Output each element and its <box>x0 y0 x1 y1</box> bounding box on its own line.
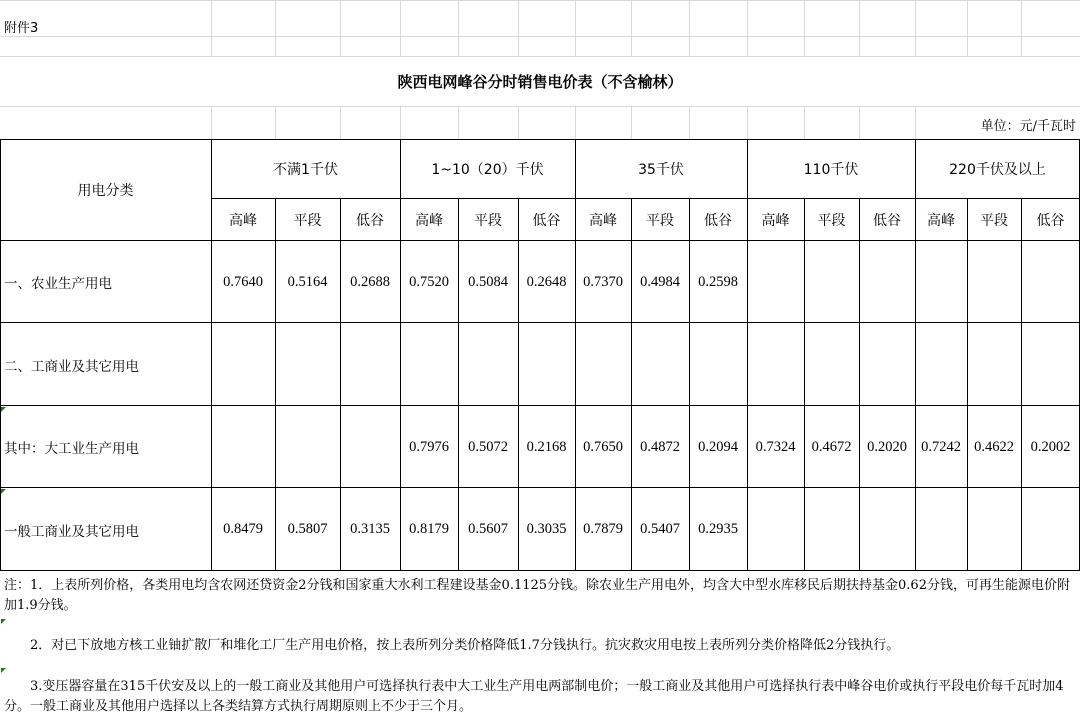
period-header: 平段 <box>980 213 1008 229</box>
price-cell <box>631 323 689 406</box>
price-cell: 0.5072 <box>468 438 508 455</box>
price-cell: 0.7879 <box>583 521 623 537</box>
price-cell: 0.7640 <box>223 273 263 290</box>
price-cell: 0.7370 <box>583 273 623 290</box>
period-header: 平段 <box>293 213 322 229</box>
period-header: 高峰 <box>229 213 257 229</box>
price-cell <box>915 323 967 406</box>
price-cell: 0.2094 <box>698 438 738 455</box>
row-label-large-industry: 其中：大工业生产用电 <box>4 441 139 457</box>
period-header: 平段 <box>817 213 846 229</box>
category-header: 用电分类 <box>77 183 134 199</box>
period-header: 高峰 <box>415 213 443 229</box>
price-cell <box>804 241 859 323</box>
page-title: 陕西电网峰谷分时销售电价表（不含榆林） <box>397 73 683 91</box>
price-cell <box>747 488 804 571</box>
price-cell: 0.5807 <box>287 521 328 537</box>
price-cell <box>859 241 915 323</box>
attachment-label: 附件3 <box>4 21 39 36</box>
voltage-header-lt1kv: 不满1千伏 <box>273 162 338 178</box>
price-cell: 0.4984 <box>640 273 680 290</box>
period-header: 低谷 <box>704 213 732 229</box>
price-cell <box>859 488 915 571</box>
row-label-general-commerce: 一般工商业及其它用电 <box>4 523 139 540</box>
unit-label: 单位：元/千瓦时 <box>980 119 1076 134</box>
price-cell: 0.2002 <box>1030 438 1071 455</box>
period-header: 低谷 <box>1036 213 1065 229</box>
price-cell: 0.5164 <box>287 273 328 290</box>
price-cell: 0.3135 <box>350 521 390 537</box>
period-header: 低谷 <box>356 213 384 229</box>
price-cell <box>804 323 859 406</box>
period-header: 高峰 <box>927 213 955 229</box>
price-cell <box>1021 241 1080 323</box>
price-cell <box>340 406 400 488</box>
voltage-header-220kv: 220千伏及以上 <box>949 162 1046 178</box>
price-cell <box>1021 323 1080 406</box>
price-cell: 0.5607 <box>468 521 508 537</box>
price-cell <box>747 241 804 323</box>
voltage-header-35kv: 35千伏 <box>638 162 684 178</box>
comment-marker <box>1 619 6 624</box>
note-3: 3.变压器容量在315千伏安及以上的一般工商业及其他用户可选择执行表中大工业生产用电两部制电价；一般工商业及其他用户可选择执行表中峰谷电价或执行平段电价每千瓦时加4分。一般工商业及其他用户选择以上各类结算方式执行周期原则上不少于三个月。 <box>4 679 1064 714</box>
note-2: 2．对已下放地方核工业铀扩散厂和堆化工厂生产用电价格，按上表所列分类价格降低1.7分钱执行。抗灾救灾用电按上表所列分类价格降低2分钱执行。 <box>4 638 900 653</box>
price-cell: 0.5407 <box>640 521 680 537</box>
row-label-industry-commerce: 二、工商业及其它用电 <box>4 358 139 375</box>
price-cell <box>967 241 1021 323</box>
period-header: 平段 <box>646 213 674 229</box>
price-cell: 0.2688 <box>350 273 390 290</box>
price-cell <box>211 323 275 406</box>
row-label-agriculture: 一、农业生产用电 <box>4 276 112 292</box>
price-cell <box>1021 488 1080 571</box>
voltage-header-1-10kv: 1~10（20）千伏 <box>431 162 544 178</box>
period-header: 低谷 <box>532 213 561 229</box>
period-header: 高峰 <box>761 213 790 229</box>
price-cell <box>275 406 340 488</box>
price-cell <box>518 323 575 406</box>
comment-marker <box>1 407 6 412</box>
price-cell <box>400 323 458 406</box>
price-cell: 0.7242 <box>921 438 961 455</box>
note-1: 注：1．上表所列价格，各类用电均含农网还贷资金2分钱和国家重大水利工程建设基金0.1125分钱。除农业生产用电外，均含大中型水库移民后期扶持基金0.62分钱，可再生能源电价附加1.9分钱。 <box>4 578 1070 613</box>
price-cell: 0.2648 <box>526 273 567 290</box>
price-cell: 0.2935 <box>698 521 738 537</box>
price-cell <box>689 323 747 406</box>
price-cell: 0.2020 <box>867 438 907 455</box>
price-cell <box>275 323 340 406</box>
price-cell: 0.2168 <box>526 438 567 455</box>
sheet-gridlines <box>0 0 1080 139</box>
price-cell <box>340 323 400 406</box>
price-cell <box>804 488 859 571</box>
period-header: 高峰 <box>589 213 617 229</box>
price-cell: 0.5084 <box>468 273 508 290</box>
voltage-header-110kv: 110千伏 <box>803 162 859 178</box>
price-cell: 0.8479 <box>223 521 263 537</box>
price-cell: 0.4872 <box>640 438 680 455</box>
comment-marker <box>1 668 6 673</box>
comment-marker <box>1 489 6 494</box>
price-cell: 0.7650 <box>583 438 623 455</box>
price-cell <box>747 323 804 406</box>
price-cell <box>967 488 1021 571</box>
price-cell <box>967 323 1021 406</box>
price-cell <box>211 406 275 488</box>
price-cell: 0.4672 <box>811 438 852 455</box>
price-cell <box>915 241 967 323</box>
price-cell <box>915 488 967 571</box>
price-cell: 0.3035 <box>526 521 567 537</box>
period-header: 低谷 <box>873 213 901 229</box>
period-header: 平段 <box>474 213 502 229</box>
price-cell: 0.2598 <box>698 273 738 290</box>
price-cell <box>575 323 631 406</box>
price-cell <box>859 323 915 406</box>
price-cell: 0.4622 <box>974 438 1014 455</box>
price-cell: 0.8179 <box>409 521 449 537</box>
price-cell: 0.7976 <box>409 438 449 455</box>
price-cell: 0.7520 <box>409 273 449 290</box>
price-cell <box>458 323 518 406</box>
price-cell: 0.7324 <box>755 438 796 455</box>
